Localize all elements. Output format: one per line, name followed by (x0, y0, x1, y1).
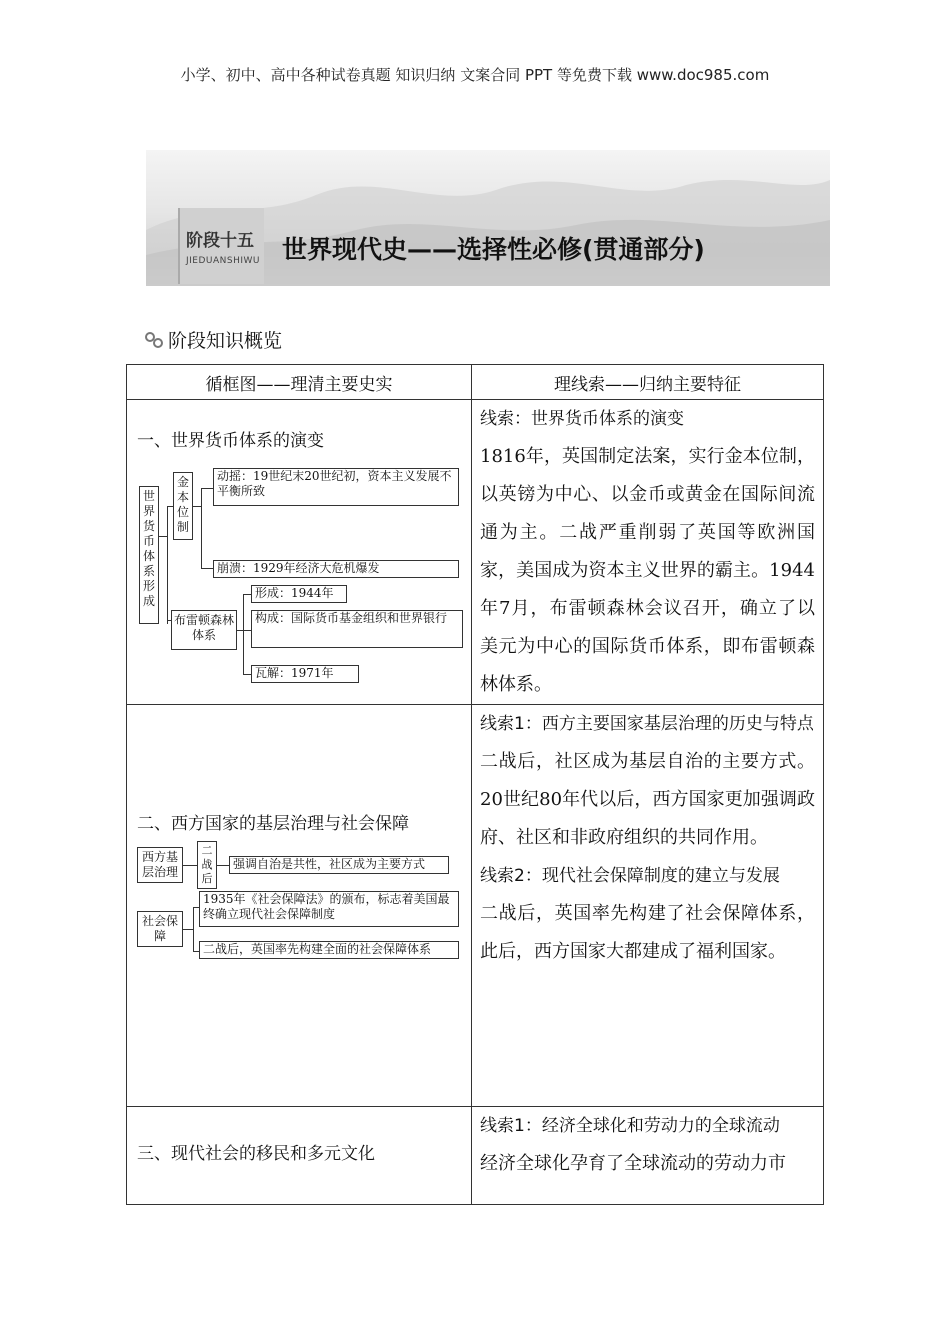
clue-title: 线索2：现代社会保障制度的建立与发展 (480, 866, 780, 886)
diagram-cell-3 (127, 1107, 472, 1205)
gold-collapse-item: 崩溃：1929年经济大危机爆发 (213, 560, 459, 578)
diagram-cell-1 (127, 400, 472, 705)
row-title-2: 二、西方国家的基层治理与社会保障 (137, 814, 409, 834)
postwar-node: 二战后 (197, 841, 217, 889)
bw-collapse-item: 瓦解：1971年 (251, 665, 359, 683)
badge-main-text: 阶段十五 (186, 231, 254, 251)
social-security-node: 社会保障 (137, 911, 183, 947)
table-header-row (127, 365, 824, 400)
ss-act-1935-item: 1935年《社会保障法》的颁布，标志着美国最终确立现代社会保障制度 (199, 891, 459, 927)
chapter-title: 世界现代史——选择性必修(贯通部分) (282, 235, 705, 264)
gold-shaken-item: 动摇：19世纪末20世纪初，资本主义发展不平衡所致 (213, 468, 459, 506)
chapter-banner (146, 150, 830, 286)
ss-uk-postwar-item: 二战后，英国率先构建全面的社会保障体系 (199, 941, 459, 959)
clue-text: 二战后，社区成为基层自治的主要方式。20世纪80年代以后，西方国家更加强调政府、社区和非政府组织的共同作用。 (480, 751, 815, 848)
clue-title: 线索1：经济全球化和劳动力的全球流动 (480, 1116, 780, 1136)
section-title: 阶段知识概览 (168, 330, 283, 352)
governance-node: 西方基层治理 (137, 847, 183, 883)
clue-text: 二战后，英国率先构建了社会保障体系，此后，西方国家大都建成了福利国家。 (480, 903, 815, 962)
governance-item: 强调自治是共性，社区成为主要方式 (229, 856, 449, 874)
link-icon (144, 330, 164, 350)
table-row (127, 1107, 824, 1205)
bw-structure-item: 构成：国际货币基金组织和世界银行 (251, 610, 463, 648)
clue-cell-2 (472, 705, 824, 1107)
diagram-root-node: 世界货币体系形成 (139, 486, 159, 624)
clue-title: 线索1：西方主要国家基层治理的历史与特点 (480, 714, 814, 734)
clue-text: 经济全球化孕育了全球流动的劳动力市 (480, 1153, 786, 1174)
table-header-left: 循框图——理清主要史实 (127, 365, 472, 400)
gold-standard-node: 金本位制 (173, 472, 193, 540)
bretton-woods-node: 布雷顿森林体系 (171, 610, 237, 650)
badge-sub-text: JIEDUANSHIWU (186, 256, 261, 266)
row-title-3: 三、现代社会的移民和多元文化 (137, 1144, 375, 1164)
diagram-cell-2 (127, 705, 472, 1107)
clue-cell-3 (472, 1107, 824, 1205)
page-header-text: 小学、初中、高中各种试卷真题 知识归纳 文案合同 PPT 等免费下载 www.doc985.com (180, 66, 770, 84)
overview-table (126, 364, 824, 1205)
clue-text: 1816年，英国制定法案，实行金本位制，以英镑为中心、以金币或黄金在国际间流通为主。二战严重削弱了英国等欧洲国家，美国成为资本主义世界的霸主。1944年7月，布雷顿森林会议召开，确立了以美元为中心的国际货币体系，即布雷顿森林体系。 (480, 446, 815, 695)
stage-badge (178, 208, 264, 284)
clue-title: 线索：世界货币体系的演变 (480, 409, 684, 429)
table-header-right: 理线索——归纳主要特征 (472, 365, 824, 400)
table-row (127, 705, 824, 1107)
clue-cell-1 (472, 400, 824, 705)
table-row (127, 400, 824, 705)
row-title-1: 一、世界货币体系的演变 (137, 431, 324, 451)
bw-formation-item: 形成：1944年 (251, 585, 347, 603)
section-heading (144, 326, 282, 353)
